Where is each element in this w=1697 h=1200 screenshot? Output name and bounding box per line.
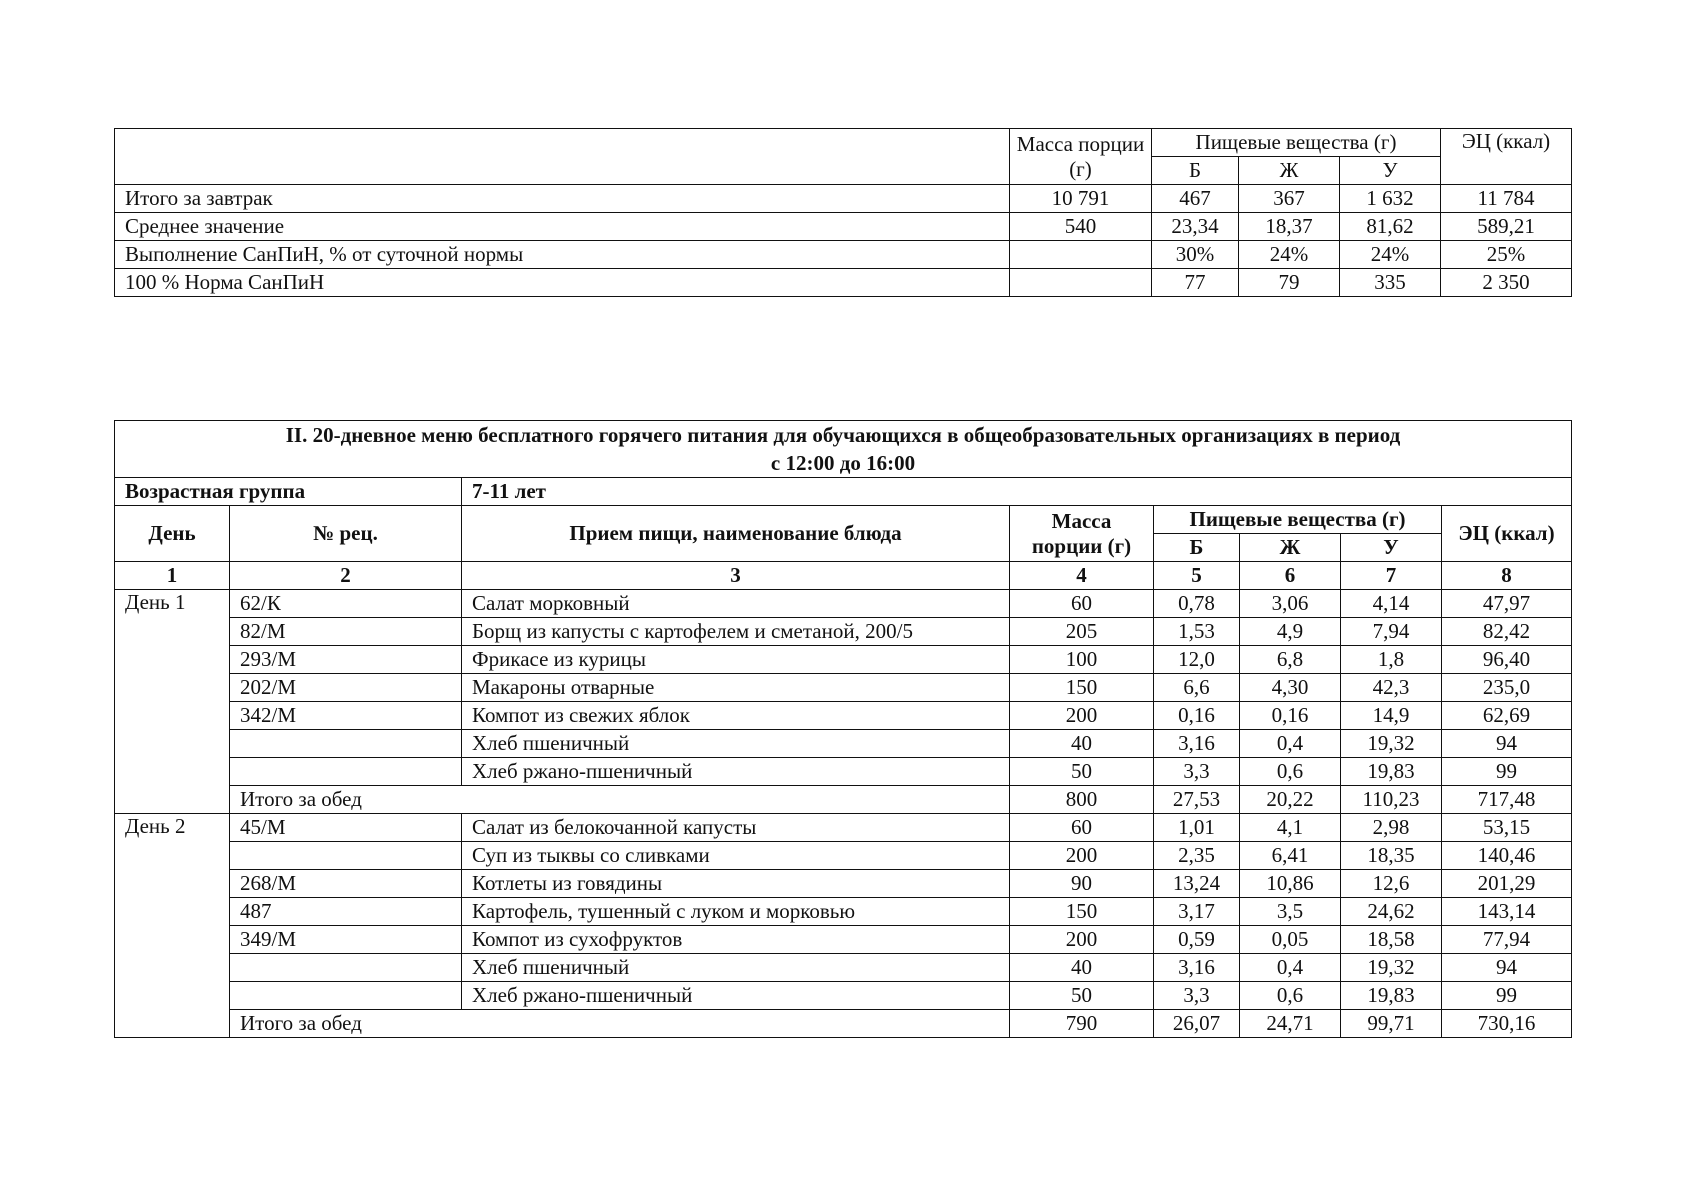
- header-u: У: [1341, 534, 1442, 562]
- energy-value: 99: [1442, 758, 1572, 786]
- fat-value: 0,4: [1240, 954, 1341, 982]
- menu-item-row: [115, 590, 1572, 618]
- age-group-value: 7-11 лет: [462, 478, 1572, 506]
- menu-item-row: [115, 842, 1572, 870]
- energy-value: 96,40: [1442, 646, 1572, 674]
- carb-value: 19,32: [1341, 730, 1442, 758]
- summary-row-energy: 2 350: [1441, 269, 1572, 297]
- carb-value: 12,6: [1341, 870, 1442, 898]
- summary-row: [115, 269, 1572, 297]
- total-protein: 26,07: [1154, 1010, 1240, 1038]
- portion-mass: 200: [1010, 842, 1154, 870]
- menu-item-row: [115, 898, 1572, 926]
- carb-value: 7,94: [1341, 618, 1442, 646]
- summary-row-energy: 11 784: [1441, 185, 1572, 213]
- protein-value: 6,6: [1154, 674, 1240, 702]
- fat-value: 4,1: [1240, 814, 1341, 842]
- menu-item-row: [115, 674, 1572, 702]
- summary-row-mass: 10 791: [1010, 185, 1152, 213]
- summary-row-mass: 540: [1010, 213, 1152, 241]
- menu-item-row: [115, 982, 1572, 1010]
- protein-value: 1,53: [1154, 618, 1240, 646]
- summary-row-label: Среднее значение: [115, 213, 1010, 241]
- menu-item-row: [115, 758, 1572, 786]
- menu-title: [115, 421, 1572, 478]
- fat-value: 10,86: [1240, 870, 1341, 898]
- day-label: День 2: [115, 814, 230, 1038]
- summary-row-b: 30%: [1152, 241, 1239, 269]
- fat-value: 0,4: [1240, 730, 1341, 758]
- portion-mass: 200: [1010, 926, 1154, 954]
- protein-value: 3,3: [1154, 758, 1240, 786]
- carb-value: 18,35: [1341, 842, 1442, 870]
- portion-mass: 150: [1010, 898, 1154, 926]
- portion-mass: 200: [1010, 702, 1154, 730]
- breakfast-summary-table: [114, 128, 1572, 297]
- protein-value: 12,0: [1154, 646, 1240, 674]
- protein-value: 1,01: [1154, 814, 1240, 842]
- summary-row-zh: 18,37: [1239, 213, 1340, 241]
- recipe-number: 82/М: [230, 618, 462, 646]
- recipe-number: 487: [230, 898, 462, 926]
- total-energy: 717,48: [1442, 786, 1572, 814]
- carb-value: 4,14: [1341, 590, 1442, 618]
- col-number: 1: [115, 562, 230, 590]
- recipe-number: [230, 842, 462, 870]
- summary-row-u: 1 632: [1340, 185, 1441, 213]
- recipe-number: 202/М: [230, 674, 462, 702]
- total-protein: 27,53: [1154, 786, 1240, 814]
- recipe-number: [230, 954, 462, 982]
- total-energy: 730,16: [1442, 1010, 1572, 1038]
- total-fat: 20,22: [1240, 786, 1341, 814]
- fat-value: 0,6: [1240, 758, 1341, 786]
- summary-header-b: Б: [1152, 157, 1239, 185]
- header-nutrients: Пищевые вещества (г): [1154, 506, 1442, 534]
- col-number: 7: [1341, 562, 1442, 590]
- column-number-row: [115, 562, 1572, 590]
- portion-mass: 60: [1010, 814, 1154, 842]
- summary-row-b: 77: [1152, 269, 1239, 297]
- col-number: 6: [1240, 562, 1341, 590]
- protein-value: 3,3: [1154, 982, 1240, 1010]
- carb-value: 1,8: [1341, 646, 1442, 674]
- recipe-number: 268/М: [230, 870, 462, 898]
- recipe-number: 293/М: [230, 646, 462, 674]
- protein-value: 3,16: [1154, 730, 1240, 758]
- summary-header-energy: ЭЦ (ккал): [1441, 129, 1572, 185]
- dish-name: Салат морковный: [462, 590, 1010, 618]
- menu-header-row: [115, 506, 1572, 534]
- summary-row-label: Итого за завтрак: [115, 185, 1010, 213]
- menu-title-line1: II. 20-дневное меню бесплатного горячего питания для обучающихся в общеобразовательных организациях в период: [285, 423, 1401, 447]
- fat-value: 6,8: [1240, 646, 1341, 674]
- summary-row-u: 335: [1340, 269, 1441, 297]
- menu-item-row: [115, 814, 1572, 842]
- dish-name: Котлеты из говядины: [462, 870, 1010, 898]
- recipe-number: 45/М: [230, 814, 462, 842]
- recipe-number: [230, 730, 462, 758]
- carb-value: 14,9: [1341, 702, 1442, 730]
- col-number: 8: [1442, 562, 1572, 590]
- dish-name: Хлеб пшеничный: [462, 730, 1010, 758]
- header-b: Б: [1154, 534, 1240, 562]
- total-mass: 790: [1010, 1010, 1154, 1038]
- recipe-number: 342/М: [230, 702, 462, 730]
- summary-header-mass: Масса порции (г): [1010, 129, 1152, 185]
- summary-row-b: 467: [1152, 185, 1239, 213]
- fat-value: 4,9: [1240, 618, 1341, 646]
- energy-value: 47,97: [1442, 590, 1572, 618]
- menu-item-row: [115, 646, 1572, 674]
- header-energy: ЭЦ (ккал): [1442, 506, 1572, 562]
- energy-value: 140,46: [1442, 842, 1572, 870]
- energy-value: 53,15: [1442, 814, 1572, 842]
- protein-value: 0,78: [1154, 590, 1240, 618]
- fat-value: 3,06: [1240, 590, 1341, 618]
- fat-value: 3,5: [1240, 898, 1341, 926]
- total-carb: 110,23: [1341, 786, 1442, 814]
- menu-item-row: [115, 618, 1572, 646]
- energy-value: 62,69: [1442, 702, 1572, 730]
- fat-value: 6,41: [1240, 842, 1341, 870]
- energy-value: 143,14: [1442, 898, 1572, 926]
- portion-mass: 40: [1010, 730, 1154, 758]
- dish-name: Хлеб ржано-пшеничный: [462, 982, 1010, 1010]
- summary-row-mass: [1010, 269, 1152, 297]
- total-fat: 24,71: [1240, 1010, 1341, 1038]
- fat-value: 0,05: [1240, 926, 1341, 954]
- summary-row-zh: 24%: [1239, 241, 1340, 269]
- menu-title-row: [115, 421, 1572, 478]
- fat-value: 0,16: [1240, 702, 1341, 730]
- age-group-row: [115, 478, 1572, 506]
- carb-value: 18,58: [1341, 926, 1442, 954]
- dish-name: Хлеб ржано-пшеничный: [462, 758, 1010, 786]
- summary-row-energy: 589,21: [1441, 213, 1572, 241]
- energy-value: 94: [1442, 954, 1572, 982]
- header-rec: № рец.: [230, 506, 462, 562]
- summary-row: [115, 213, 1572, 241]
- summary-row-mass: [1010, 241, 1152, 269]
- menu-item-row: [115, 954, 1572, 982]
- portion-mass: 90: [1010, 870, 1154, 898]
- summary-row: [115, 241, 1572, 269]
- col-number: 4: [1010, 562, 1154, 590]
- lunch-total-row: [115, 786, 1572, 814]
- portion-mass: 205: [1010, 618, 1154, 646]
- portion-mass: 60: [1010, 590, 1154, 618]
- summary-header-row: [115, 129, 1572, 157]
- recipe-number: 62/К: [230, 590, 462, 618]
- col-number: 3: [462, 562, 1010, 590]
- summary-header-nutrients: Пищевые вещества (г): [1152, 129, 1441, 157]
- recipe-number: 349/М: [230, 926, 462, 954]
- menu-item-row: [115, 870, 1572, 898]
- carb-value: 19,32: [1341, 954, 1442, 982]
- summary-header-blank: [115, 129, 1010, 185]
- summary-header-zh: Ж: [1239, 157, 1340, 185]
- carb-value: 2,98: [1341, 814, 1442, 842]
- dish-name: Макароны отварные: [462, 674, 1010, 702]
- protein-value: 0,59: [1154, 926, 1240, 954]
- header-dish: Прием пищи, наименование блюда: [462, 506, 1010, 562]
- portion-mass: 100: [1010, 646, 1154, 674]
- portion-mass: 50: [1010, 758, 1154, 786]
- lunch-menu-table: [114, 420, 1572, 1038]
- summary-row-b: 23,34: [1152, 213, 1239, 241]
- summary-row: [115, 185, 1572, 213]
- age-group-label: Возрастная группа: [115, 478, 462, 506]
- dish-name: Компот из сухофруктов: [462, 926, 1010, 954]
- protein-value: 3,17: [1154, 898, 1240, 926]
- dish-name: Фрикасе из курицы: [462, 646, 1010, 674]
- carb-value: 19,83: [1341, 982, 1442, 1010]
- portion-mass: 50: [1010, 982, 1154, 1010]
- recipe-number: [230, 758, 462, 786]
- protein-value: 3,16: [1154, 954, 1240, 982]
- total-mass: 800: [1010, 786, 1154, 814]
- header-mass: Масса порции (г): [1010, 506, 1154, 562]
- summary-header-u: У: [1340, 157, 1441, 185]
- col-number: 2: [230, 562, 462, 590]
- dish-name: Компот из свежих яблок: [462, 702, 1010, 730]
- menu-item-row: [115, 730, 1572, 758]
- energy-value: 77,94: [1442, 926, 1572, 954]
- day-label: День 1: [115, 590, 230, 814]
- protein-value: 0,16: [1154, 702, 1240, 730]
- energy-value: 235,0: [1442, 674, 1572, 702]
- menu-title-line2: с 12:00 до 16:00: [770, 451, 916, 475]
- dish-name: Хлеб пшеничный: [462, 954, 1010, 982]
- energy-value: 201,29: [1442, 870, 1572, 898]
- dish-name: Салат из белокочанной капусты: [462, 814, 1010, 842]
- carb-value: 42,3: [1341, 674, 1442, 702]
- portion-mass: 40: [1010, 954, 1154, 982]
- lunch-total-row: [115, 1010, 1572, 1038]
- header-day: День: [115, 506, 230, 562]
- energy-value: 99: [1442, 982, 1572, 1010]
- summary-row-zh: 367: [1239, 185, 1340, 213]
- dish-name: Борщ из капусты с картофелем и сметаной, 200/5: [462, 618, 1010, 646]
- protein-value: 13,24: [1154, 870, 1240, 898]
- energy-value: 82,42: [1442, 618, 1572, 646]
- menu-item-row: [115, 926, 1572, 954]
- summary-row-energy: 25%: [1441, 241, 1572, 269]
- summary-row-label: Выполнение СанПиН, % от суточной нормы: [115, 241, 1010, 269]
- summary-row-u: 24%: [1340, 241, 1441, 269]
- summary-row-zh: 79: [1239, 269, 1340, 297]
- dish-name: Картофель, тушенный с луком и морковью: [462, 898, 1010, 926]
- energy-value: 94: [1442, 730, 1572, 758]
- header-zh: Ж: [1240, 534, 1341, 562]
- carb-value: 24,62: [1341, 898, 1442, 926]
- col-number: 5: [1154, 562, 1240, 590]
- recipe-number: [230, 982, 462, 1010]
- fat-value: 4,30: [1240, 674, 1341, 702]
- portion-mass: 150: [1010, 674, 1154, 702]
- dish-name: Суп из тыквы со сливками: [462, 842, 1010, 870]
- summary-row-label: 100 % Норма СанПиН: [115, 269, 1010, 297]
- fat-value: 0,6: [1240, 982, 1341, 1010]
- lunch-total-label: Итого за обед: [230, 786, 1010, 814]
- menu-item-row: [115, 702, 1572, 730]
- summary-row-u: 81,62: [1340, 213, 1441, 241]
- protein-value: 2,35: [1154, 842, 1240, 870]
- total-carb: 99,71: [1341, 1010, 1442, 1038]
- carb-value: 19,83: [1341, 758, 1442, 786]
- lunch-total-label: Итого за обед: [230, 1010, 1010, 1038]
